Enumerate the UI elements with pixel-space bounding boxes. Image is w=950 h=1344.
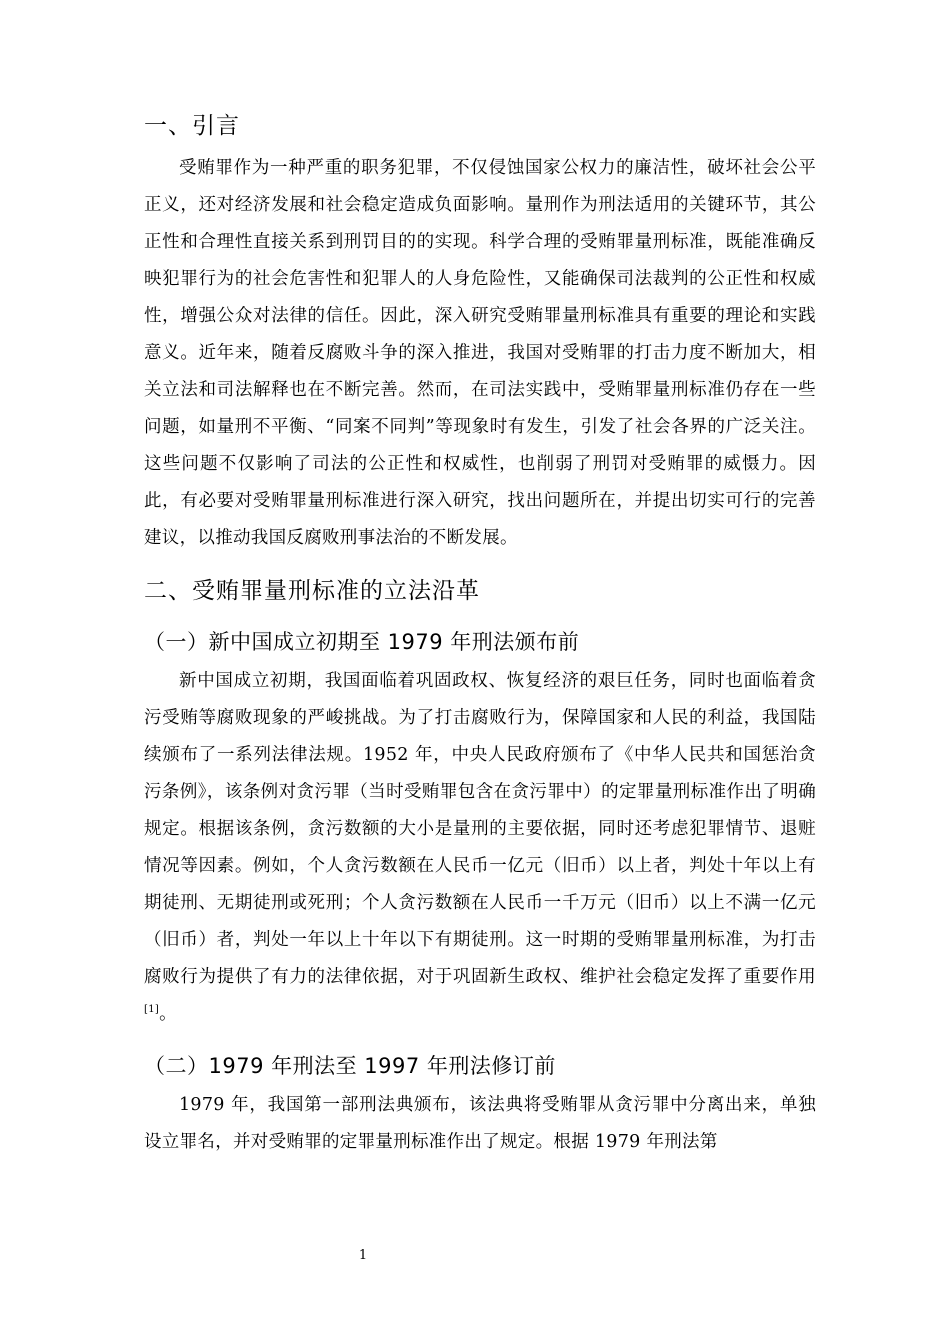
section-title-legislative-history: 二、受贿罪量刑标准的立法沿革: [144, 578, 480, 604]
early-period-text: 新中国成立初期，我国面临着巩固政权、恢复经济的艰巨任务，同时也面临着贪污受贿等腐败现象的严峻挑战。为了打击腐败行为，保障国家和人民的利益，我国陆续颁布了一系列法律法规。1952 年，中央人民政府颁布了《中华人民共和国惩治贪污条例》，该条例对贪污罪（当时受贿罪包含在贪污罪中）的定罪量刑标准作出了明确规定。根据该条例，贪污数额的大小是量刑的主要依据，同时还考虑犯罪情节、退赃情况等因素。例如，个人贪污数额在人民币一亿元（旧币）以上者，判处十年以上有期徒刑、无期徒刑或死刑；个人贪污数额在人民币一千万元（旧币）以上不满一亿元（旧币）者，判处一年以上十年以下有期徒刑。这一时期的受贿罪量刑标准，为打击腐败行为提供了有力的法律依据，对于巩固新生政权、维护社会稳定发挥了重要作用: [144, 671, 816, 987]
page-number: 1: [358, 1248, 368, 1263]
early-period-paragraph: [144, 663, 816, 1033]
subsection-title-1979-1997: （二）1979 年刑法至 1997 年刑法修订前: [144, 1054, 556, 1078]
section-title-intro: 一、引言: [144, 113, 240, 139]
period-1979-1997-paragraph: 1979 年，我国第一部刑法典颁布，该法典将受贿罪从贪污罪中分离出来，单独设立罪名，并对受贿罪的定罪量刑标准作出了规定。根据 1979 年刑法第: [144, 1095, 816, 1152]
intro-paragraph: 受贿罪作为一种严重的职务犯罪，不仅侵蚀国家公权力的廉洁性，破坏社会公平正义，还对经济发展和社会稳定造成负面影响。量刑作为刑法适用的关键环节，其公正性和合理性直接关系到刑罚目的的实现。科学合理的受贿罪量刑标准，既能准确反映犯罪行为的社会危害性和犯罪人的人身危险性，又能确保司法裁判的公正性和权威性，增强公众对法律的信任。因此，深入研究受贿罪量刑标准具有重要的理论和实践意义。近年来，随着反腐败斗争的深入推进，我国对受贿罪的打击力度不断加大，相关立法和司法解释也在不断完善。然而，在司法实践中，受贿罪量刑标准仍存在一些问题，如量刑不平衡、“同案不同判”等现象时有发生，引发了社会各界的广泛关注。这些问题不仅影响了司法的公正性和权威性，也削弱了刑罚对受贿罪的威慑力。因此，有必要对受贿罪量刑标准进行深入研究，找出问题所在，并提出切实可行的完善建议，以推动我国反腐败刑事法治的不断发展。: [144, 158, 816, 548]
early-period-text-end: 。: [159, 1004, 177, 1024]
document-page: [144, 110, 816, 1161]
footnote-reference[interactable]: [1]: [144, 1004, 160, 1016]
subsection-title-early-period: （一）新中国成立初期至 1979 年刑法颁布前: [144, 630, 580, 654]
